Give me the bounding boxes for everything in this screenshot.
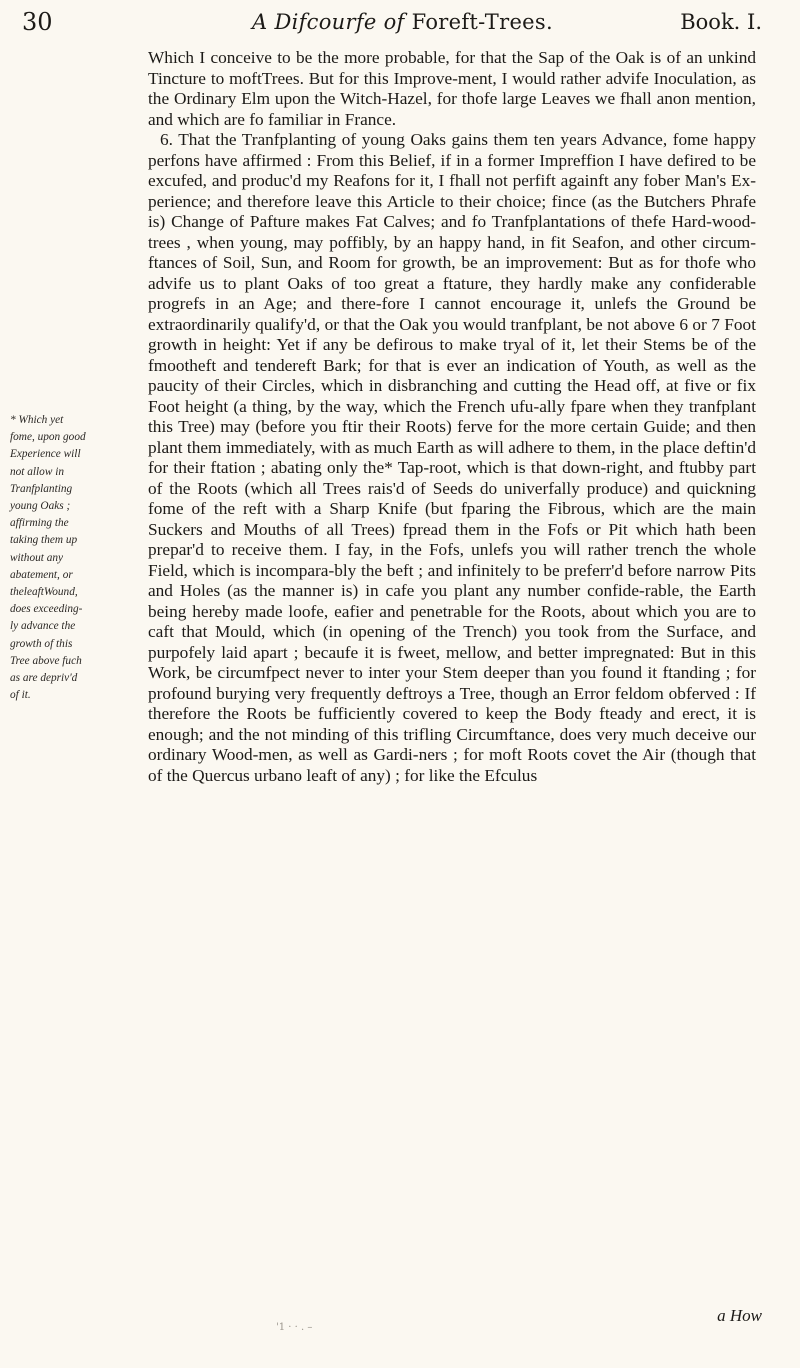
page-header <box>22 8 762 48</box>
margin-note-line: of it. <box>10 689 31 702</box>
margin-note-line: not allow in <box>10 465 64 478</box>
margin-note-line: affirming the <box>10 517 69 530</box>
page-number: 30 <box>22 8 53 36</box>
margin-note <box>10 412 86 704</box>
paragraph-1: Which I conceive to be the more probable, for that the Sap of the Oak is of an unkind Tincture to moftTrees. But for this Improve-ment, I would rather advife Inoculation, as the Ordinary Elm upon the Witch-Hazel, for thofe large Leaves we fhall anon mention, and which are fo familiar in France. <box>148 48 756 129</box>
margin-note-line: fome, upon good <box>10 431 86 444</box>
running-title-roman: Foreft-Trees. <box>404 10 553 34</box>
margin-note-line: theleaftWound, <box>10 586 78 599</box>
margin-note-line: growth of this <box>10 637 73 650</box>
ink-smudge: '1 · · . – <box>276 1322 313 1333</box>
running-title <box>252 10 553 34</box>
margin-note-line: abatement, or <box>10 568 73 581</box>
margin-note-line: does exceeding- <box>10 603 83 616</box>
paragraph-2: 6. That the Tranfplanting of young Oaks gains them ten years Advance, fome happy perfons have affirmed : From this Belief, if in a former Impreffion I have defired to be excufed, and produc'd my Reafons for it, I fhall not perfift againft any fober Man's Ex-perience; and therefore leave this Article to their choice; fince (as the Butchers Phrafe is) Change of Pafture makes Fat Calves; and fo Tranfplantations of thefe Hard-wood-trees , when young, may poffibly, by an happy hand, in fit Seafon, and other circum-ftances of Soil, Sun, and Room for growth, be an improvement: But as for thofe who advife us to plant Oaks of too great a ftature, they hardly make any confiderable progrefs in an Age; and there-fore I cannot encourage it, unlefs the Ground be extraordinarily qualify'd, or that the Oak you would tranfplant, be not above 6 or 7 Foot growth in height: Yet if any be defirous to make tryal of it, let their Stems be of the fmootheft and tendereft Bark; for that is ever an indication of Youth, as well as the paucity of their Circles, which in disbranching and cutting the Head off, at five or fix Foot height (a thing, by the way, which the French ufu-ally fpare when they tranfplant this Tree) may (before you ftir their Roots) ferve for the more certain Guide; and then plant them immediately, with as much Earth as will adhere to them, in the place deftin'd for their ftation ; abating only the* Tap-root, which is that down-right, and ftubby part of the Roots (which all Trees rais'd of Seeds do univerfally produce) and quickning fome of the reft with a Sharp Knife (but fparing the Fibrous, which are the main Suckers and Mouths of all Trees) fpread them in the Fofs or Pit which hath been prepar'd to receive them. I fay, in the Fofs, unlefs you will rather trench the whole Field, which is incompara-bly the beft ; and infinitely to be preferr'd before narrow Pits and Holes (as the manner is) in cafe you plant any number confide-rable, the Earth being hereby made loofe, eafier and penetrable for the Roots, about which you are to caft that Mould, which (in opening of the Trench) you took from the Surface, and purpofely laid apart ; becaufe it is fweet, mellow, and better impregnated: But in this Work, be circumfpect never to inter your Stem deeper than you found it ftanding ; for profound burying very frequently deftroys a Tree, though an Error feldom obferved : If therefore the Roots be fufficiently covered to keep the Body fteady and erect, it is enough; and the not minding of this trifling Circumftance, does very much deceive our ordinary Wood-men, as well as Gardi-ners ; for moft Roots covet the Air (though that of the Quercus urbano leaft of any) ; for like the Efculus <box>148 130 756 785</box>
margin-note-line: Experience will <box>10 448 81 461</box>
margin-note-line: Tree above fuch <box>10 654 82 667</box>
margin-note-line: ly advance the <box>10 620 76 633</box>
running-title-italic: A Difcourfe of <box>252 10 405 34</box>
margin-note-line: taking them up <box>10 534 78 547</box>
body-text <box>148 48 756 786</box>
catchword: a How <box>717 1306 762 1325</box>
book-reference: Book. I. <box>680 10 762 34</box>
margin-note-line: young Oaks ; <box>10 500 71 513</box>
margin-note-line: Tranfplanting <box>10 482 73 495</box>
margin-note-line: as are depriv'd <box>10 672 78 685</box>
margin-note-line: without any <box>10 551 64 564</box>
margin-note-line: * Which yet <box>10 414 64 426</box>
